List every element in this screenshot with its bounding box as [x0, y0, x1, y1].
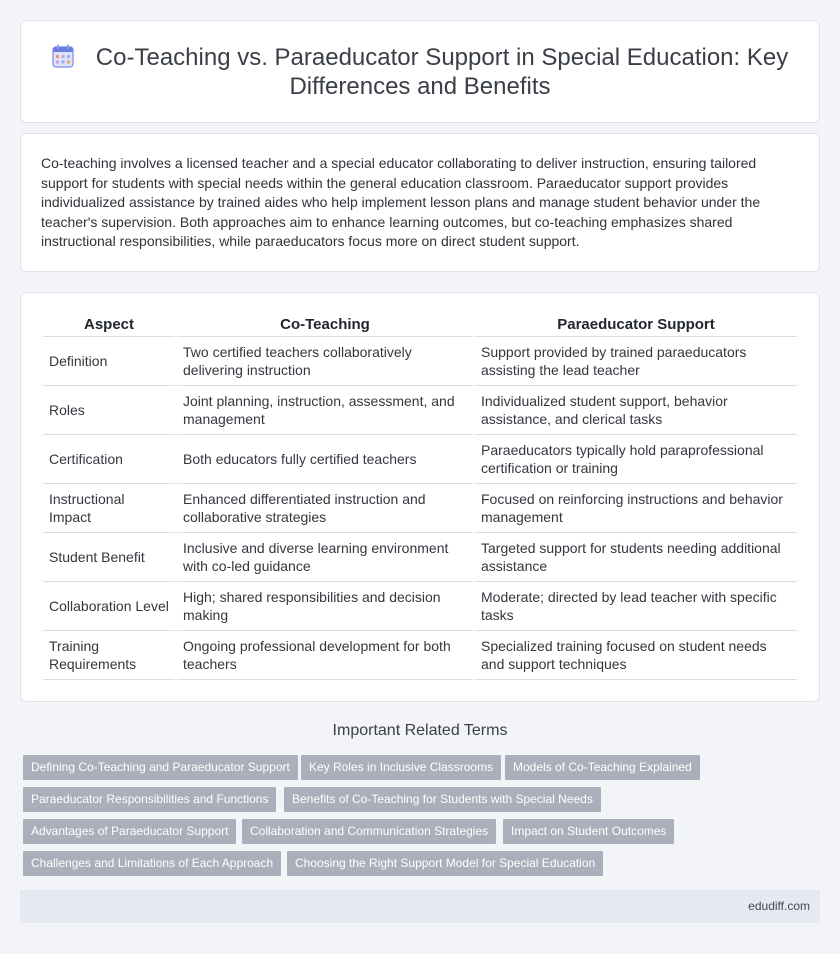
table-row: [43, 631, 797, 680]
related-term-tag[interactable]: Collaboration and Communication Strategies: [242, 819, 496, 844]
cell-aspect: Roles: [43, 386, 175, 435]
cell-co-teaching: Inclusive and diverse learning environment with co-led guidance: [177, 533, 473, 582]
page-title: Co-Teaching vs. Paraeducator Support in Special Education: Key Differences and Benefits: [95, 44, 789, 100]
calendar-icon: [52, 44, 74, 68]
cell-aspect: Training Requirements: [43, 631, 175, 680]
cell-co-teaching: Two certified teachers collaboratively delivering instruction: [177, 337, 473, 386]
related-term-tag[interactable]: Advantages of Paraeducator Support: [23, 819, 236, 844]
related-term-tag[interactable]: Challenges and Limitations of Each Approach: [23, 851, 281, 876]
table-row: [43, 337, 797, 386]
header-aspect: Aspect: [43, 315, 175, 337]
cell-paraeducator: Support provided by trained paraeducators assisting the lead teacher: [475, 337, 797, 386]
intro-paragraph: Co-teaching involves a licensed teacher and a special educator collaborating to deliver instruction, ensuring tailored support for students with special needs within the general education classroom. Paraeducator support provides individualized assistance by trained aides who help implement lesson plans and manage student behavior under the teacher's supervision. Both approaches aim to enhance learning outcomes, but co-teaching emphasizes shared instructional responsibilities, while paraeducators focus more on direct student support.: [41, 155, 761, 250]
related-term-tag[interactable]: Defining Co-Teaching and Paraeducator Support: [23, 755, 298, 780]
comparison-card: [20, 292, 820, 702]
header-co-teaching: Co-Teaching: [177, 315, 473, 337]
cell-aspect: Instructional Impact: [43, 484, 175, 533]
related-term-tag[interactable]: Choosing the Right Support Model for Special Education: [287, 851, 603, 876]
title-wrap: [51, 43, 789, 101]
cell-paraeducator: Moderate; directed by lead teacher with specific tasks: [475, 582, 797, 631]
related-term-tag[interactable]: Key Roles in Inclusive Classrooms: [301, 755, 501, 780]
footer: [20, 890, 820, 923]
cell-co-teaching: Joint planning, instruction, assessment, and management: [177, 386, 473, 435]
related-terms-title: Important Related Terms: [332, 722, 508, 739]
table-row: [43, 484, 797, 533]
cell-paraeducator: Paraeducators typically hold paraprofessional certification or training: [475, 435, 797, 484]
table-row: [43, 582, 797, 631]
related-term-tag[interactable]: Impact on Student Outcomes: [503, 819, 674, 844]
cell-paraeducator: Targeted support for students needing additional assistance: [475, 533, 797, 582]
table-row: [43, 386, 797, 435]
cell-co-teaching: High; shared responsibilities and decision making: [177, 582, 473, 631]
header-paraeducator: Paraeducator Support: [475, 315, 797, 337]
cell-aspect: Definition: [43, 337, 175, 386]
related-term-tag[interactable]: Paraeducator Responsibilities and Functions: [23, 787, 276, 812]
cell-co-teaching: Both educators fully certified teachers: [177, 435, 473, 484]
cell-co-teaching: Ongoing professional development for both teachers: [177, 631, 473, 680]
cell-paraeducator: Focused on reinforcing instructions and behavior management: [475, 484, 797, 533]
cell-aspect: Certification: [43, 435, 175, 484]
cell-paraeducator: Specialized training focused on student needs and support techniques: [475, 631, 797, 680]
comparison-table: [41, 315, 799, 680]
cell-co-teaching: Enhanced differentiated instruction and collaborative strategies: [177, 484, 473, 533]
site-link[interactable]: edudiff.com: [748, 899, 810, 913]
table-header-row: [43, 315, 797, 337]
title-card: [20, 20, 820, 123]
table-row: [43, 435, 797, 484]
cell-paraeducator: Individualized student support, behavior assistance, and clerical tasks: [475, 386, 797, 435]
intro-card: [20, 133, 820, 272]
table-row: [43, 533, 797, 582]
related-term-tag[interactable]: Benefits of Co-Teaching for Students with Special Needs: [284, 787, 601, 812]
cell-aspect: Student Benefit: [43, 533, 175, 582]
related-term-tag[interactable]: Models of Co-Teaching Explained: [505, 755, 700, 780]
cell-aspect: Collaboration Level: [43, 582, 175, 631]
